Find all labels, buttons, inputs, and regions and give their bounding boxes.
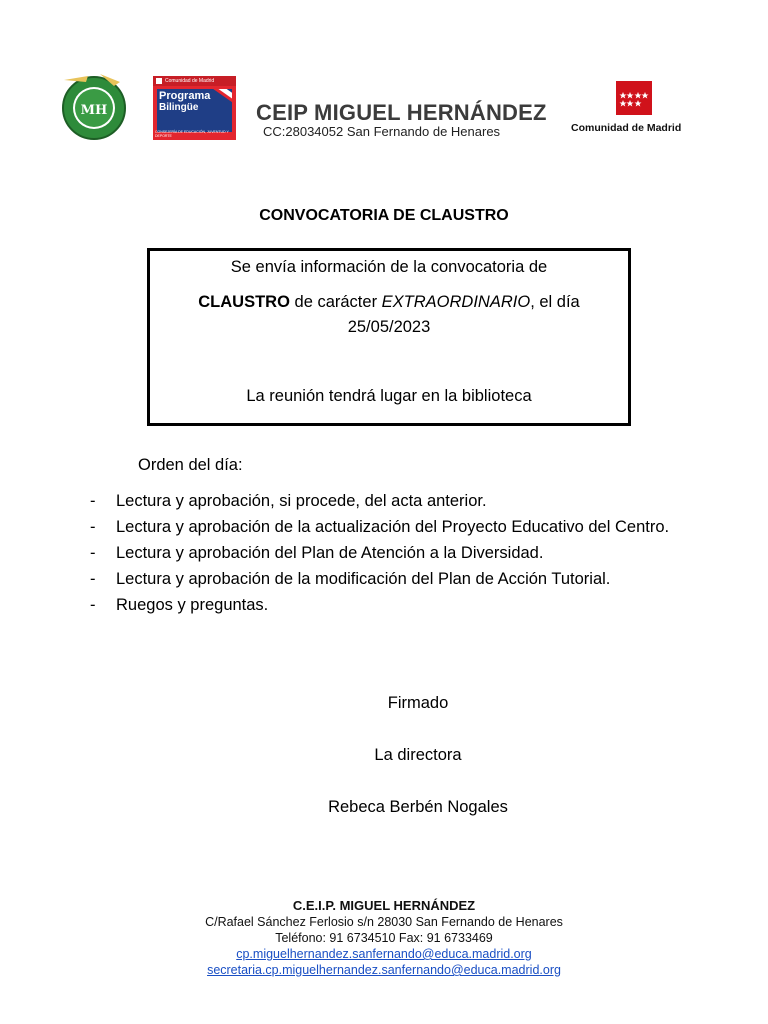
notice-date: 25/05/2023 — [347, 318, 431, 336]
madrid-flag-icon — [616, 81, 652, 115]
footer-school-name: C.E.I.P. MIGUEL HERNÁNDEZ — [292, 898, 476, 913]
agenda-item-text: Lectura y aprobación de la modificación del Plan de Acción Tutorial. — [116, 570, 611, 588]
agenda-title: Orden del día: — [138, 456, 243, 474]
school-name: CEIP MIGUEL HERNÁNDEZ — [256, 100, 547, 125]
agenda-item-text: Ruegos y preguntas. — [116, 596, 269, 614]
school-code: CC:28034052 San Fernando de Henares — [263, 124, 501, 139]
footer-email-2[interactable]: secretaria.cp.miguelhernandez.sanfernando@educa.madrid.org — [207, 963, 561, 977]
footer-address: C/Rafael Sánchez Ferlosio s/n 28030 San Fernando de Henares — [205, 915, 563, 929]
region-label: Comunidad de Madrid — [571, 122, 682, 134]
notice-line-2 — [150, 293, 628, 312]
signature-signed: Firmado — [387, 694, 449, 712]
notice-line-2-mid: de carácter — [289, 293, 382, 311]
school-logo-text: MH — [80, 103, 108, 118]
agenda-item-text: Lectura y aprobación del Plan de Atención a la Diversidad. — [116, 544, 544, 562]
bilingual-badge-top: Comunidad de Madrid — [153, 76, 236, 86]
bilingual-badge-bottom: CONSEJERÍA DE EDUCACIÓN, JUVENTUD Y DEPORTE — [155, 130, 229, 138]
footer-email-1[interactable]: cp.miguelhernandez.sanfernando@educa.madrid.org — [236, 947, 532, 961]
notice-line-1: Se envía información de la convocatoria de — [230, 258, 548, 276]
agenda-item-text: Lectura y aprobación, si procede, del acta anterior. — [116, 492, 487, 510]
agenda-item: - Ruegos y preguntas. — [90, 596, 269, 614]
agenda-item: - Lectura y aprobación del Plan de Atención a la Diversidad. — [90, 544, 544, 562]
notice-location: La reunión tendrá lugar en la biblioteca — [246, 387, 532, 405]
notice-extraordinario: EXTRAORDINARIO — [381, 293, 531, 311]
document-title: CONVOCATORIA DE CLAUSTRO — [259, 207, 509, 224]
bilingual-program-badge — [153, 76, 236, 140]
signature-name: Rebeca Berbén Nogales — [328, 798, 508, 816]
footer-phones: Teléfono: 91 6734510 Fax: 91 6733469 — [275, 931, 493, 945]
agenda-item: - Lectura y aprobación, si procede, del acta anterior. — [90, 492, 487, 510]
notice-line-2-end: , el día — [530, 293, 580, 311]
agenda-list — [90, 488, 720, 618]
notice-box — [147, 248, 631, 426]
agenda-item-text: Lectura y aprobación de la actualización del Proyecto Educativo del Centro. — [116, 518, 670, 536]
signature-role: La directora — [374, 746, 462, 764]
footer — [0, 898, 768, 978]
bilingual-badge-line2: Bilingüe — [159, 102, 199, 113]
bilingual-badge-line1: Programa — [159, 90, 211, 102]
notice-claustro: CLAUSTRO — [198, 293, 290, 311]
school-logo — [60, 70, 128, 142]
agenda-item: - Lectura y aprobación de la modificación del Plan de Acción Tutorial. — [90, 570, 611, 588]
agenda-item: - Lectura y aprobación de la actualización del Proyecto Educativo del Centro. — [90, 518, 670, 536]
